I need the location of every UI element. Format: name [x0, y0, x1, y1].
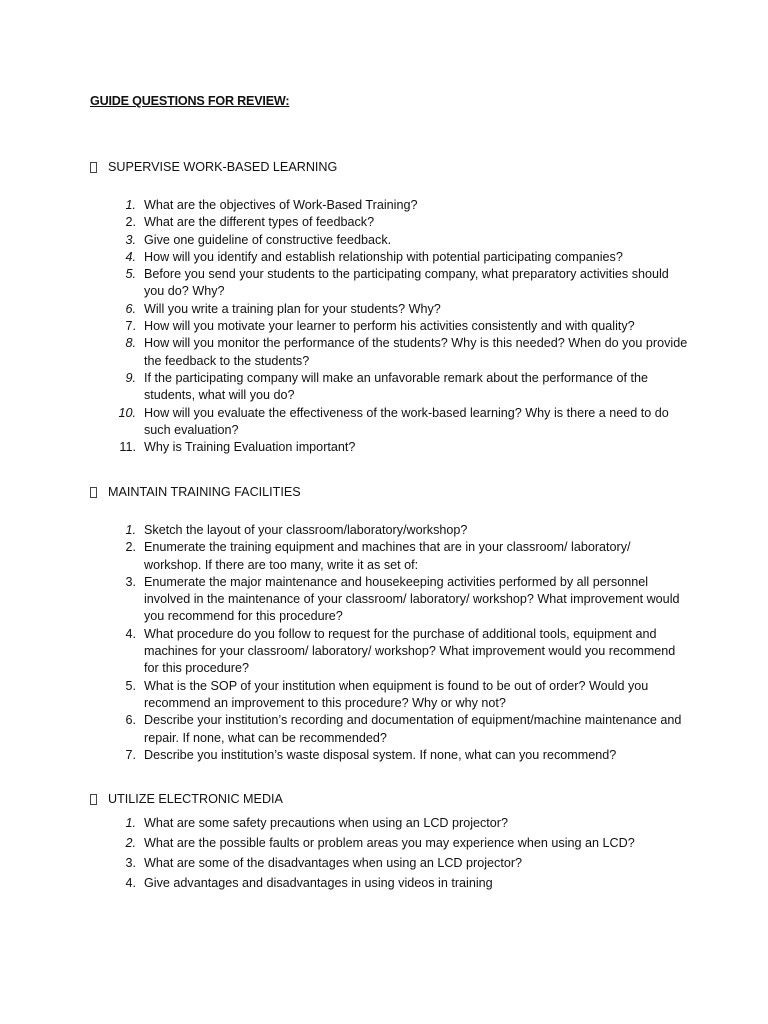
section-heading-label: UTILIZE ELECTRONIC MEDIA: [108, 792, 283, 806]
list-item: 10. How will you evaluate the effectiveness of the work-based learning? Why is there a need to do such evaluation?: [118, 405, 669, 437]
question-list-supervise: [108, 197, 688, 456]
bullet-box-icon: [90, 794, 97, 805]
list-item: 6. Will you write a training plan for your students? Why?: [125, 301, 441, 316]
list-item: 4. Give advantages and disadvantages in using videos in training: [125, 876, 493, 890]
list-item: 7. Describe you institution’s waste disposal system. If none, what can you recommend?: [125, 747, 617, 762]
list-item: 4. What procedure do you follow to request for the purchase of additional tools, equipment and machines for your classroom/ laboratory/ workshop? What improvement would you recommend for this procedure?: [125, 626, 676, 676]
list-item: 8. How will you monitor the performance of the students? Why is this needed? When do you provide the feedback to the students?: [125, 336, 688, 368]
list-item: 1. What are some safety precautions when using an LCD projector?: [125, 816, 509, 830]
bullet-box-icon: [90, 162, 97, 173]
list-item: 5. Before you send your students to the participating company, what preparatory activities should you do? Why?: [125, 267, 669, 299]
list-item: 1. Sketch the layout of your classroom/laboratory/workshop?: [125, 523, 468, 537]
list-item: 2. What are the possible faults or problem areas you may experience when using an LCD?: [125, 836, 635, 850]
section-heading-label: SUPERVISE WORK-BASED LEARNING: [108, 160, 338, 174]
list-item: 7. How will you motivate your learner to perform his activities consistently and with quality?: [125, 319, 635, 334]
list-item: 11. Why is Training Evaluation important?: [119, 440, 356, 455]
list-item: 1. What are the objectives of Work-Based Training?: [125, 198, 418, 212]
list-item: 3. Enumerate the major maintenance and housekeeping activities performed by all personnel involved in the maintenance of your classroom/ laboratory/ workshop? What improvement would you recommend for this procedure?: [125, 574, 680, 624]
list-item: 2. Enumerate the training equipment and machines that are in your classroom/ laboratory/ workshop. If there are too many, write it as set of:: [125, 540, 631, 572]
section-heading-label: MAINTAIN TRAINING FACILITIES: [108, 485, 301, 499]
section-heading-utilize: [90, 792, 283, 806]
section-heading-maintain: [90, 485, 301, 499]
list-item: 2. What are the different types of feedback?: [125, 215, 375, 230]
section-heading-supervise: [90, 160, 337, 174]
list-item: 6. Describe your institution’s recording and documentation of equipment/machine maintenance and repair. If none, what can be recommended?: [125, 713, 682, 745]
question-list-maintain: [108, 522, 688, 764]
list-item: 3. What are some of the disadvantages when using an LCD projector?: [125, 856, 523, 870]
page-title: GUIDE QUESTIONS FOR REVIEW:: [90, 94, 290, 108]
bullet-box-icon: [90, 487, 97, 498]
list-item: 9. If the participating company will make an unfavorable remark about the performance of the students, what will you do?: [125, 370, 649, 403]
list-item: 5. What is the SOP of your institution when equipment is found to be out of order? Would you recommend an improvement to this procedure? Why or why not?: [125, 678, 649, 710]
question-list-utilize: [108, 813, 688, 893]
list-item: 4. How will you identify and establish relationship with potential participating companies?: [125, 249, 623, 264]
list-item: 3. Give one guideline of constructive feedback.: [125, 232, 392, 247]
